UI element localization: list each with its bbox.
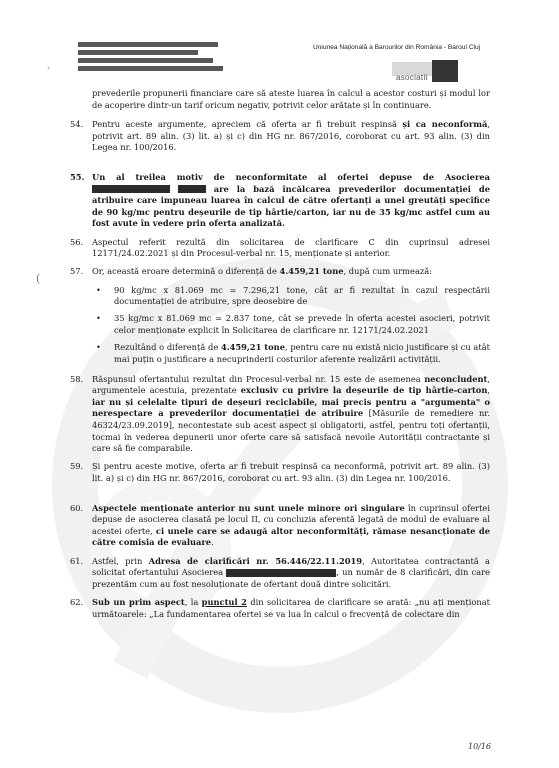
list-item: • Rezultând o diferență de 4.459,21 tone, pentru care nu există nicio justificare și cu atât mai puțin o justificare a necuprinderii costurilor aferente realizării activității.: [96, 342, 490, 365]
bar-association-header: Uniunea Națională a Barourilor din România - Baroul Cluj: [313, 44, 481, 51]
paragraph-57: 57. Or, această eroare determină o diferență de 4.459,21 tone, după cum urmează:: [70, 266, 432, 277]
list-item: • 90 kg/mc x 81.069 mc = 7.296,21 tone, cât ar fi rezultat în cazul respectării documentației de atribuire, spre deosebire de: [96, 284, 490, 307]
list-item: • 35 kg/mc x 81.069 mc = 2.837 tone, cât se prevede în oferta acestei asocieri, potrivit celor menționate explicit în Solicitarea de clarificare nr. 12171/24.02.2021: [96, 313, 490, 336]
paragraph-62: 62. Sub un prim aspect, la punctul 2 din solicitarea de clarificare se arată: „nu ați menționat următoarele: „La fundamentarea ofertei se va lua în calcul o frecvență de colectare din: [70, 596, 491, 619]
paragraph-58: 58. Răspunsul ofertantului rezultat din Procesul-verbal nr. 15 este de asemenea neconcludent, argumentele acestuia, prezentate exclusiv cu privire la deșeurile de tip hârtie-carton, iar nu și celelalte tipuri de deșeuri reciclabile, mai precis pentru a "argumenta" o nerespectare a prevederilor documentației de atribuire [Măsurile de remediere nr. 46324/23.09.2019], necontestate sub acest aspect și obligatorii, astfel, pentru toți ofertanții, tocmai în vederea depunerii unor oferte care să satisfacă nevoile Autorității contractante și care să fie comparabile.: [70, 373, 491, 454]
redacted-letterhead: [78, 42, 228, 74]
paragraph-53-continuation: prevederile propunerii financiare care să ateste luarea în calcul a acestor costuri și modul lor de acoperire dintr-un tarif oricum negativ, potrivit celor arătate și în continuare.: [92, 88, 490, 110]
paragraph-60: 60. Aspectele menționate anterior nu sunt unele minore ori singulare în cuprinsul ofertei depuse de asocierea clasată pe locul II, cu concluzia aferentă legată de modul de evaluare al acestei oferte, ci unele care se adaugă altor neconformități, rămase nesancționate de către comisia de evaluare.: [70, 502, 490, 548]
paragraph-55: 55. Un al treilea motiv de neconformitate al ofertei depuse de Asocierea are la bază încălcarea prevederilor documentației de atribuire care impuneau luarea în calcul de către ofertanți a unei greutăți specifice de 90 kg/mc pentru deșeurile de tip hârtie/carton, iar nu de 35 kg/mc astfel cum au fost avute în vedere prin oferta analizată.: [70, 171, 491, 229]
paragraph-54: 54. Pentru aceste argumente, apreciem că oferta ar fi trebuit respinsă și ca neconformă, potrivit art. 89 alin. (3) lit. a) și c) din HG nr. 867/2016, coroborat cu art. 93 alin. (3) din Legea nr. 100/2016.: [70, 119, 490, 153]
paragraph-61: 61. Astfel, prin Adresa de clarificări nr. 56.446/22.11.2019, Autoritatea contractantă a solicitat ofertantului Asocierea , un număr de 8 clarificări, din care prezentăm cum au fost nesoluționate de ofertant două dintre solicitări.: [70, 555, 490, 589]
law-firm-logo: [392, 58, 460, 84]
paragraph-59: 59. Și pentru aceste motive, oferta ar fi trebuit respinsă ca neconformă, potrivit art. 89 alin. (3) lit. a) și c) din HG nr. 867/2016, coroborat cu art. 93 alin. (3) din Legea nr. 100/2016.: [70, 461, 490, 483]
document-page: Uniunea Națională a Barourilor din România - Baroul Cluj asociatii › ( prevederile propunerii financiare care să ateste luarea în calcul a acestor costuri și modul lor de acoperire dintr-un tarif oricum negativ, potrivit celor arătate și în continuare. 54. Pentru aceste argumente, apreciem că oferta ar fi trebuit respinsă și ca neconformă, potrivit art. 89 alin. (3) lit. a) și c) din HG nr. 867/2016, coroborat cu art. 93 alin. (3) din Legea nr. 100/2016. 55. Un al treilea motiv de neconformitate al ofertei depuse de Asocierea are la bază încălcarea prevederilor documentației de atribuire care impuneau luarea în calcul de către ofertanți a unei greutăți specifice de 90 kg/mc pentru deșeurile de tip hârtie/carton, iar nu de 35 kg/mc astfel cum au fost avute în vedere prin oferta analizată. 56. Aspectul referit rezultă din solicitarea de clarificare C din cuprinsul adresei 12171/24.02.2021 și din Procesul-verbal nr. 15, menționate și anterior. 57. Or, această eroare determină o diferență de 4.459,21 tone, după cum urmează: • 90 kg/mc x 81.069 mc = 7.296,21 tone, cât ar fi rezultat în cazul respectării documentației de atribuire, spre deosebire de • 35 kg/mc x 81.069 mc = 2.837 tone, cât se prevede în oferta acestei asocieri, potrivit celor menționate explicit în Solicitarea de clarificare nr. 12171/24.02.2021 • Rezultând o diferență de 4.459,21 tone, pentru care nu există nicio justificare și cu atât mai puțin o justificare a necuprinderii costurilor aferente realizării activității. 58. Răspunsul ofertantului rezultat din Procesul-verbal nr. 15 este de asemenea neconcludent, argumentele acestuia, prezentate exclusiv cu privire la deșeurile de tip hârtie-carton, iar nu și celelalte tipuri de deșeuri reciclabile, mai precis pentru a "argumenta" o nerespectare a prevederilor documentației de atribuire [Măsurile de remediere nr. 46324/23.09.2019], necontestate sub acest aspect și obligatorii, astfel, pentru toți ofertanții, tocmai în vederea depunerii unor oferte care să satisfacă nevoile Autorității contractante și care să fie comparabile. 59. Și pentru aceste motive, oferta ar fi trebuit respinsă ca neconformă, potrivit art. 89 alin. (3) lit. a) și c) din HG nr. 867/2016, coroborat cu art. 93 alin. (3) din Legea nr. 100/2016. 60. Aspectele menționate anterior nu sunt unele minore ori singulare în cuprinsul ofertei depuse de asocierea clasată pe locul II, cu concluzia aferentă legată de modul de evaluare al acestei oferte, ci unele care se adaugă altor neconformități, rămase nesancționate de către comisia de evaluare. 61. Astfel, prin Adresa de clarificări nr. 56.446/22.11.2019, Autoritatea contractantă a solicitat ofertantului Asocierea , un număr de 8 clarificări, din care prezentăm cum au fost nesoluționate de ofertant două dintre solicitări. 62. Sub un prim aspect, la punctul 2 din solicitarea de clarificare se arată: „nu ați menționat următoarele: „La fundamentarea ofertei se va lua în calcul o frecvență de colectare din 10/16: [0, 0, 559, 768]
paragraph-56: 56. Aspectul referit rezultă din solicitarea de clarificare C din cuprinsul adresei 12171/24.02.2021 și din Procesul-verbal nr. 15, menționate și anterior.: [70, 236, 490, 259]
redaction-bar: [226, 569, 336, 577]
document-body: [70, 88, 491, 627]
logo-text: asociatii: [396, 73, 428, 82]
page-number: 10/16: [468, 742, 492, 751]
redaction-bar: [92, 185, 170, 193]
redaction-bar: [178, 185, 206, 193]
